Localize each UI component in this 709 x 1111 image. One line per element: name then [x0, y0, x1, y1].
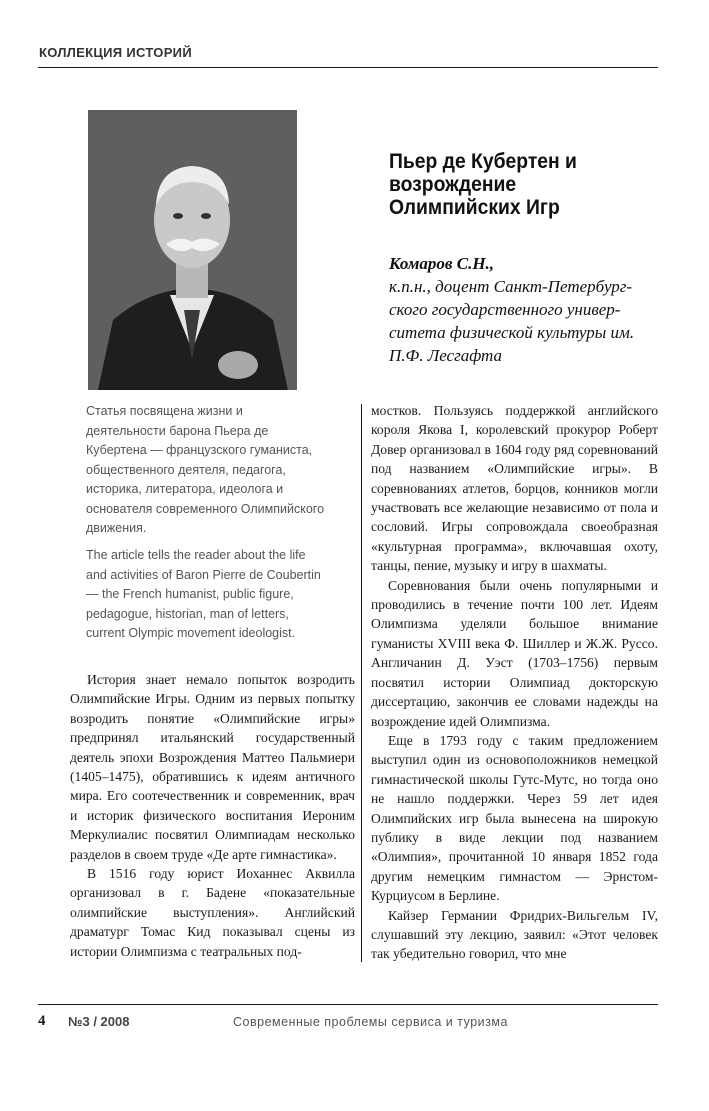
body-paragraph: В 1516 году юрист Иоханнес Аквилла организовал в г. Бадене «показательные олимпийские выступления». Английский драматург Томас Кид показывал сцены из истории Олимпизма с театральных под- [70, 866, 355, 959]
article-title: Пьер де Кубертен и возрождение Олимпийских Игр [389, 150, 577, 219]
author-block [389, 252, 659, 367]
journal-title: Современные проблемы сервиса и туризма [233, 1015, 508, 1029]
author-affiliation: к.п.н., доцент Санкт-Петербург-ского государственного универ-ситета физической культуры им. П.Ф. Лесгафта [389, 277, 635, 365]
body-paragraph: История знает немало попыток возродить Олимпийские Игры. Одним из первых попытку возродить понятие «Олимпийские игры» предпринял итальянский государственный деятель эпохи Возрождения Маттео Пальмиери (1405–1475), обратившись к идеям античного мира. Его соотечественник и современник, врач и историк физического воспитания Иероним Меркулиалис посвятил Олимпиадам несколько разделов в своем труде «Де арте гимнастика». [70, 672, 355, 862]
body-paragraph: Еще в 1793 году с таким предложением выступил один из основоположников немецкой гимнастической школы Гутс-Мутс, но тогда оно не нашло поддержки. Через 59 лет идея Олимпийских игр была вынесена на широкую публику в виде лекции под названием «Олимпия», прочитанной 10 января 1852 года другим немецким гимнастом — Эрнстом-Курциусом в Берлине. [371, 732, 658, 904]
abstract-english: The article tells the reader about the life and activities of Baron Pierre de Coubertin — the French humanist, public figure, pedagogue, historian, man of letters, current Olympic movement ideologist. [86, 548, 321, 640]
portrait-photo [88, 110, 297, 390]
author-name: Комаров С.Н., [389, 254, 495, 273]
issue-number: №3 / 2008 [68, 1014, 130, 1029]
page-number: 4 [38, 1013, 46, 1029]
body-paragraph: Соревнования были очень популярными и проводились в течение почти 100 лет. Идеям Олимпизма уделяли большое внимание гуманисты XVIII века Ф. Шиллер и Ж.Ж. Руссо. Англичанин Д. Уэст (1703–1756) первым посвятил истории Олимпиад докторскую диссертацию, закончив ее словами надежды на возрождение идей Олимпизма. [371, 577, 658, 729]
abstract-russian: Статья посвящена жизни и деятельности барона Пьера де Кубертена — французского гуманиста, общественного деятеля, педагога, историка, литератора, идеолога и основателя современного Олимпийского движения. [86, 404, 325, 535]
body-column-right [371, 401, 658, 964]
column-divider [361, 404, 362, 962]
top-rule [38, 67, 658, 68]
section-header: КОЛЛЕКЦИЯ ИСТОРИЙ [39, 45, 192, 60]
body-column-left [70, 670, 355, 961]
body-paragraph: Кайзер Германии Фридрих-Вильгельм IV, слушавший эту лекцию, заявил: «Этот человек так убедительно говорил, что мне [371, 907, 658, 962]
body-paragraph: мостков. Пользуясь поддержкой английского короля Якова I, королевский прокурор Роберт Довер организовал в 1604 году ряд соревнований под названием «Олимпийские игры». В соревнованиях атлетов, борцов, конников могли участвовать все желающие независимо от пола и сословий. Игры сопровождала своеобразная «культурная программа», включавшая охоту, танцы, пение, музыку и игру в шахматы. [371, 403, 658, 574]
bottom-rule [38, 1004, 658, 1005]
